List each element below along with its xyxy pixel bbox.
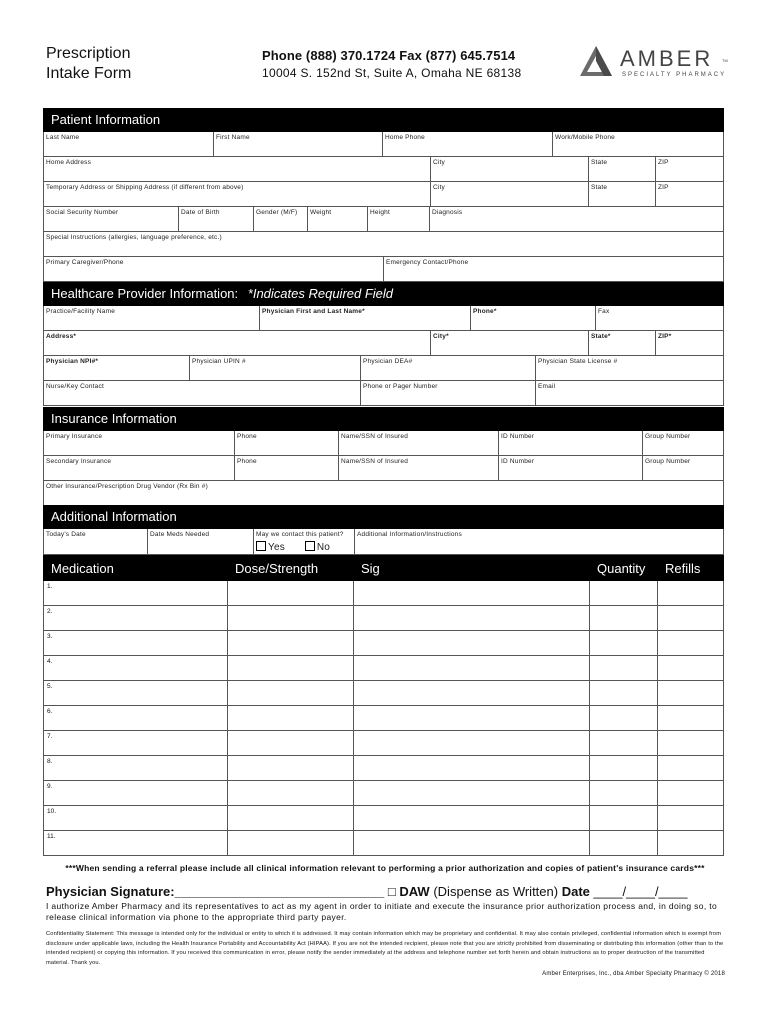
secondary-insured-name-field[interactable]: Name/SSN of Insured xyxy=(339,456,499,480)
contact-options xyxy=(256,541,352,553)
daw-checkbox[interactable]: □ xyxy=(387,884,396,899)
medication-row xyxy=(43,756,724,781)
medication-cell[interactable]: 3. xyxy=(44,631,228,655)
patient-heading: Patient Information xyxy=(43,108,724,132)
medication-row xyxy=(43,706,724,731)
quantity-cell[interactable] xyxy=(590,806,658,830)
todays-date-field[interactable]: Today's Date xyxy=(44,529,148,554)
primary-insured-name-field[interactable]: Name/SSN of Insured xyxy=(339,431,499,455)
quantity-header: Quantity xyxy=(597,560,646,576)
quantity-cell[interactable] xyxy=(590,831,658,855)
work-mobile-phone-field[interactable]: Work/Mobile Phone xyxy=(555,134,616,141)
sig-cell[interactable] xyxy=(354,781,590,805)
contact-patient-question: May we contact this patient? xyxy=(256,531,344,538)
daw-label: DAW xyxy=(399,884,430,899)
home-address-field[interactable]: Home Address xyxy=(44,157,431,181)
copyright: Amber Enterprises, Inc., dba Amber Specialty Pharmacy © 2018 xyxy=(542,971,725,977)
dob-field[interactable]: Date of Birth xyxy=(179,207,254,231)
upin-field[interactable]: Physician UPIN # xyxy=(190,356,361,380)
signature-field[interactable]: _____________________________ xyxy=(174,884,385,899)
email-field[interactable]: Email xyxy=(538,383,556,390)
sig-cell[interactable] xyxy=(354,731,590,755)
medication-cell[interactable]: 5. xyxy=(44,681,228,705)
first-name-field[interactable]: First Name xyxy=(214,132,383,156)
date-meds-needed-field[interactable]: Date Meds Needed xyxy=(148,529,254,554)
refills-cell[interactable] xyxy=(658,631,723,655)
logo-word: AMBER xyxy=(620,46,714,71)
refills-cell[interactable] xyxy=(658,656,723,680)
confidentiality-statement: Confidentiality Statement: This message is intended only for the individual or entity to which it is addressed. It may contain information which may be proprietary and confidential. It may also contain privileged, confidential information which is exempt from disclosure under applicable laws, including the Health Insurance Portability and Accountability Act (HIPAA). If you are not the intended recipient, please note that you are strictly prohibited from disseminating or distributing this information (other than to the intended recipient) or copying this information. If you received this communication in error, please notify the sender immediately at the address and telephone number set forth herein and obtain instructions as to proper destruction of the transmitted material. Thank you. xyxy=(46,931,724,966)
dose-strength-cell[interactable] xyxy=(228,606,354,630)
referral-note: ***When sending a referral please include all clinical information relevant to performing a prior authorization and copies of patient's insurance cards*** xyxy=(65,863,705,873)
weight-field[interactable]: Weight xyxy=(308,207,368,231)
refills-cell[interactable] xyxy=(658,681,723,705)
medication-section xyxy=(43,555,724,856)
provider-address-field[interactable]: Address* xyxy=(44,331,431,355)
quantity-cell[interactable] xyxy=(590,756,658,780)
refills-cell[interactable] xyxy=(658,731,723,755)
provider-row-3 xyxy=(43,356,724,381)
no-label: No xyxy=(316,542,331,553)
primary-insurance-field[interactable]: Primary Insurance xyxy=(44,431,235,455)
insurance-row-3 xyxy=(43,481,724,506)
provider-row-2 xyxy=(43,331,724,356)
quantity-cell[interactable] xyxy=(590,706,658,730)
required-field-note: *Indicates Required Field xyxy=(247,286,394,301)
provider-fax-field[interactable]: Fax xyxy=(598,308,610,315)
patient-row-1 xyxy=(43,132,724,157)
zip-field[interactable]: ZIP xyxy=(658,159,669,166)
medication-row xyxy=(43,581,724,606)
provider-section xyxy=(43,282,724,406)
signature-label: Physician Signature: xyxy=(46,884,175,899)
refills-cell[interactable] xyxy=(658,756,723,780)
amber-logo xyxy=(578,44,728,84)
refills-cell[interactable] xyxy=(658,706,723,730)
medication-cell[interactable]: 6. xyxy=(44,706,228,730)
physician-name-field[interactable]: Physician First and Last Name* xyxy=(260,306,471,330)
refills-cell[interactable] xyxy=(658,781,723,805)
special-instructions-field[interactable]: Special Instructions (allergies, language preference, etc.) xyxy=(46,234,222,241)
primary-id-number-field[interactable]: ID Number xyxy=(499,431,643,455)
primary-insurance-phone-field[interactable]: Phone xyxy=(235,431,339,455)
provider-state-field[interactable]: State* xyxy=(589,331,656,355)
height-field[interactable]: Height xyxy=(368,207,430,231)
shipping-zip-field[interactable]: ZIP xyxy=(658,184,669,191)
form-title xyxy=(46,44,131,84)
provider-heading xyxy=(43,282,724,306)
patient-row-4 xyxy=(43,207,724,232)
primary-caregiver-field[interactable]: Primary Caregiver/Phone xyxy=(44,257,384,281)
medication-cell[interactable]: 8. xyxy=(44,756,228,780)
quantity-cell[interactable] xyxy=(590,606,658,630)
gender-field[interactable]: Gender (M/F) xyxy=(254,207,308,231)
patient-section xyxy=(43,108,724,282)
insurance-row-2 xyxy=(43,456,724,481)
additional-heading: Additional Information xyxy=(43,505,724,529)
refills-cell[interactable] xyxy=(658,581,723,605)
patient-row-2 xyxy=(43,157,724,182)
dose-strength-cell[interactable] xyxy=(228,806,354,830)
dea-field[interactable]: Physician DEA# xyxy=(361,356,536,380)
contact-patient-cell xyxy=(254,529,355,554)
provider-row-1 xyxy=(43,306,724,331)
medication-cell[interactable]: 1. xyxy=(44,581,228,605)
quantity-cell[interactable] xyxy=(590,631,658,655)
sig-cell[interactable] xyxy=(354,581,590,605)
quantity-cell[interactable] xyxy=(590,731,658,755)
dose-strength-header: Dose/Strength xyxy=(235,560,319,576)
provider-phone-field[interactable]: Phone* xyxy=(471,306,596,330)
dose-strength-cell[interactable] xyxy=(228,781,354,805)
medication-header-row xyxy=(43,555,724,581)
sig-cell[interactable] xyxy=(354,831,590,855)
home-phone-field[interactable]: Home Phone xyxy=(383,132,553,156)
insurance-section xyxy=(43,407,724,506)
practice-name-field[interactable]: Practice/Facility Name xyxy=(44,306,260,330)
secondary-insurance-phone-field[interactable]: Phone xyxy=(235,456,339,480)
refills-cell[interactable] xyxy=(658,831,723,855)
medication-rows xyxy=(43,581,724,856)
state-field[interactable]: State xyxy=(589,157,656,181)
provider-city-field[interactable]: City* xyxy=(431,331,589,355)
sig-cell[interactable] xyxy=(354,756,590,780)
quantity-cell[interactable] xyxy=(590,581,658,605)
pharmacy-address: 10004 S. 152nd St, Suite A, Omaha NE 68138 xyxy=(262,66,522,80)
shipping-address-field[interactable]: Temporary Address or Shipping Address (if different from above) xyxy=(44,182,431,206)
other-insurance-field[interactable]: Other Insurance/Prescription Drug Vendor (Rx Bin #) xyxy=(46,483,208,490)
secondary-insurance-field[interactable]: Secondary Insurance xyxy=(44,456,235,480)
primary-group-number-field[interactable]: Group Number xyxy=(645,433,691,440)
medication-row xyxy=(43,731,724,756)
refills-cell[interactable] xyxy=(658,606,723,630)
sig-cell[interactable] xyxy=(354,631,590,655)
yes-checkbox[interactable] xyxy=(256,541,266,551)
amber-logo-icon xyxy=(578,44,614,80)
medication-header: Medication xyxy=(51,560,114,576)
sig-header: Sig xyxy=(361,560,380,576)
refills-cell[interactable] xyxy=(658,806,723,830)
medication-row xyxy=(43,606,724,631)
dose-strength-cell[interactable] xyxy=(228,681,354,705)
title-line-1: Prescription xyxy=(46,45,131,62)
sig-cell[interactable] xyxy=(354,606,590,630)
medication-row xyxy=(43,806,724,831)
npi-field[interactable]: Physician NPI#* xyxy=(44,356,190,380)
medication-row xyxy=(43,781,724,806)
medication-row xyxy=(43,631,724,656)
authorization-text: I authorize Amber Pharmacy and its representatives to act as my agent in order to initiate and execute the insurance prior authorization process and, in doing so, to release clinical information via phone to the appropriate third party payer. xyxy=(46,901,718,922)
last-name-field[interactable]: Last Name xyxy=(44,132,214,156)
provider-zip-field[interactable]: ZIP* xyxy=(658,333,672,340)
sig-cell[interactable] xyxy=(354,681,590,705)
shipping-city-field[interactable]: City xyxy=(431,182,589,206)
dose-strength-cell[interactable] xyxy=(228,731,354,755)
patient-row-6 xyxy=(43,257,724,282)
city-field[interactable]: City xyxy=(431,157,589,181)
medication-cell[interactable]: 10. xyxy=(44,806,228,830)
quantity-cell[interactable] xyxy=(590,781,658,805)
medication-row xyxy=(43,681,724,706)
daw-description: (Dispense as Written) xyxy=(433,884,559,899)
medication-row xyxy=(43,656,724,681)
medication-cell[interactable]: 11. xyxy=(44,831,228,855)
patient-row-3 xyxy=(43,182,724,207)
date-label: Date xyxy=(561,884,590,899)
sig-cell[interactable] xyxy=(354,706,590,730)
additional-section xyxy=(43,505,724,555)
logo-subtitle: SPECIALTY PHARMACY xyxy=(622,72,727,78)
signature-line xyxy=(46,884,688,899)
insurance-row-1 xyxy=(43,431,724,456)
refills-header: Refills xyxy=(665,560,701,576)
additional-row xyxy=(43,529,724,555)
no-checkbox[interactable] xyxy=(305,541,315,551)
pharmacy-contact xyxy=(262,48,521,80)
patient-row-5 xyxy=(43,232,724,257)
secondary-group-number-field[interactable]: Group Number xyxy=(645,458,691,465)
dose-strength-cell[interactable] xyxy=(228,581,354,605)
quantity-cell[interactable] xyxy=(590,681,658,705)
ssn-field[interactable]: Social Security Number xyxy=(44,207,179,231)
nurse-contact-field[interactable]: Nurse/Key Contact xyxy=(44,381,361,405)
shipping-state-field[interactable]: State xyxy=(589,182,656,206)
medication-cell[interactable]: 7. xyxy=(44,731,228,755)
date-field[interactable]: ____/____/____ xyxy=(593,884,688,899)
provider-row-4 xyxy=(43,381,724,406)
logo-trademark: TM xyxy=(722,58,728,63)
dose-strength-cell[interactable] xyxy=(228,756,354,780)
medication-cell[interactable]: 4. xyxy=(44,656,228,680)
phone-fax: Phone (888) 370.1724 Fax (877) 645.7514 xyxy=(262,48,516,63)
state-license-field[interactable]: Physician State License # xyxy=(538,358,618,365)
dose-strength-cell[interactable] xyxy=(228,706,354,730)
dose-strength-cell[interactable] xyxy=(228,656,354,680)
pager-number-field[interactable]: Phone or Pager Number xyxy=(361,381,536,405)
additional-instructions-field[interactable]: Additional Information/Instructions xyxy=(357,531,462,538)
secondary-id-number-field[interactable]: ID Number xyxy=(499,456,643,480)
medication-cell[interactable]: 2. xyxy=(44,606,228,630)
sig-cell[interactable] xyxy=(354,806,590,830)
medication-row xyxy=(43,831,724,856)
medication-cell[interactable]: 9. xyxy=(44,781,228,805)
sig-cell[interactable] xyxy=(354,656,590,680)
diagnosis-field[interactable]: Diagnosis xyxy=(432,209,463,216)
quantity-cell[interactable] xyxy=(590,656,658,680)
insurance-heading: Insurance Information xyxy=(43,407,724,431)
dose-strength-cell[interactable] xyxy=(228,831,354,855)
title-line-2: Intake Form xyxy=(46,65,132,82)
emergency-contact-field[interactable]: Emergency Contact/Phone xyxy=(386,259,469,266)
provider-heading-label: Healthcare Provider Information: xyxy=(51,286,239,301)
yes-label: Yes xyxy=(268,542,285,553)
dose-strength-cell[interactable] xyxy=(228,631,354,655)
